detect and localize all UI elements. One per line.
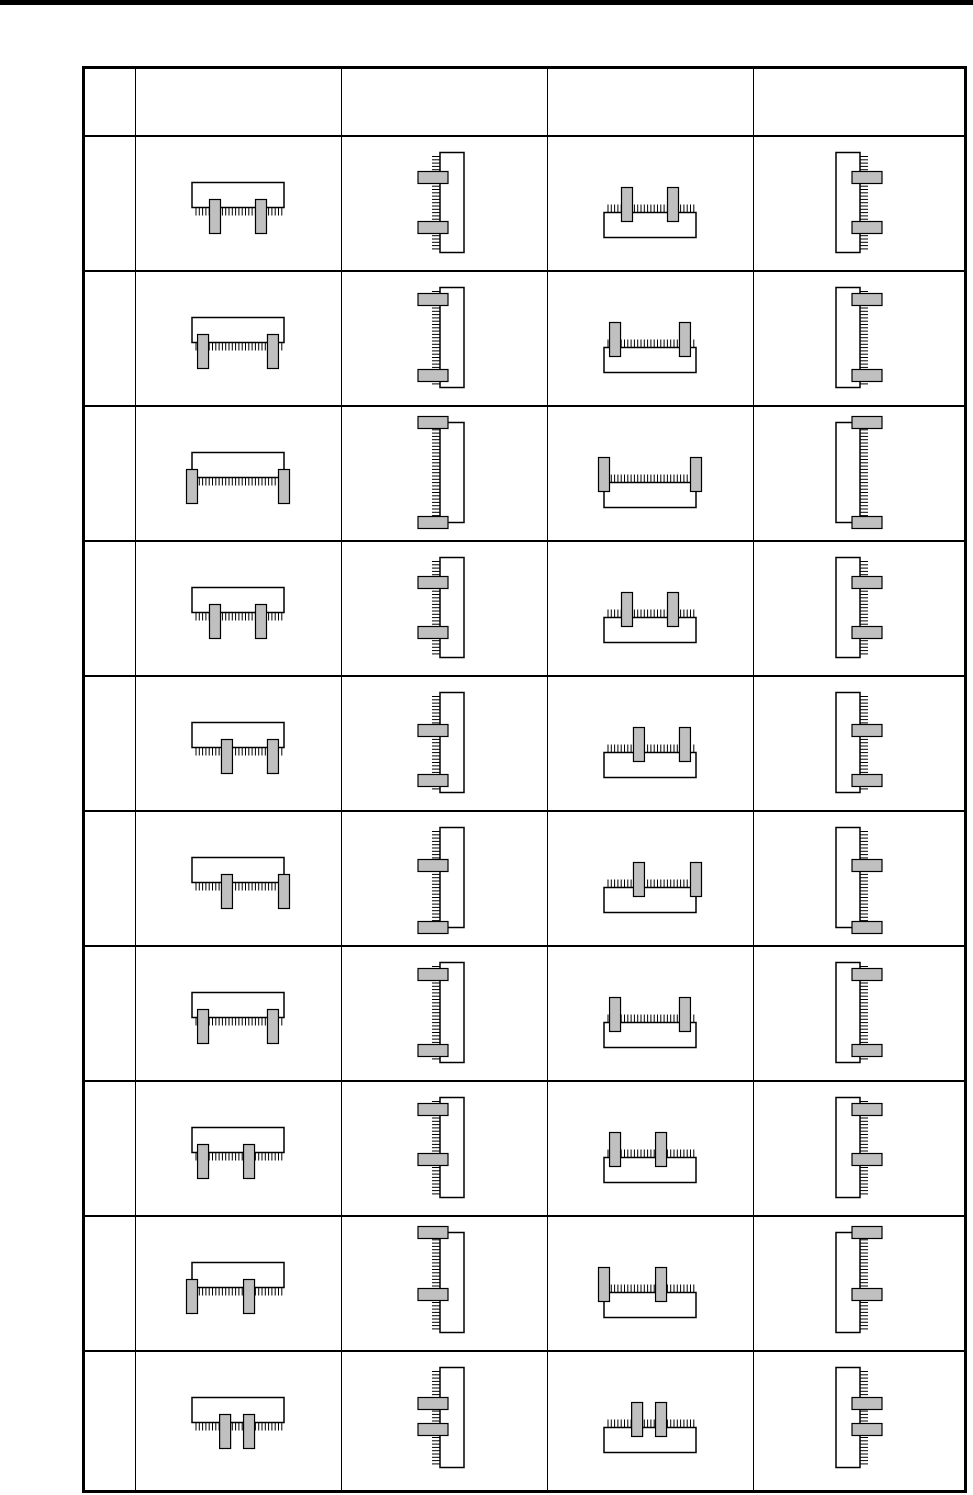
pattern-row-10 <box>85 1350 964 1485</box>
solder-pad <box>852 860 882 872</box>
connector-body <box>604 888 696 913</box>
connector-body <box>192 183 284 208</box>
solder-pad <box>691 458 702 492</box>
solder-pad <box>244 1415 255 1449</box>
solder-pad <box>622 593 633 627</box>
solder-pad <box>852 222 882 234</box>
solder-pad <box>418 172 448 184</box>
solder-pad <box>418 294 448 306</box>
pattern-row-4 <box>85 540 964 675</box>
solder-pad <box>418 370 448 382</box>
solder-pad <box>267 1010 278 1044</box>
solder-pad <box>418 222 448 234</box>
connector-body <box>604 618 696 643</box>
solder-pad <box>852 1289 882 1301</box>
solder-pad <box>668 593 679 627</box>
solder-pad <box>610 1133 621 1167</box>
solder-pad <box>244 1280 255 1314</box>
connector-body <box>604 483 696 508</box>
solder-pad <box>221 740 232 774</box>
solder-pad <box>610 998 621 1032</box>
header-cell-index <box>85 69 135 135</box>
solder-pad <box>633 863 644 897</box>
solder-pad <box>852 1045 882 1057</box>
connector-body <box>440 1233 464 1333</box>
connector-body <box>440 828 464 928</box>
connector-body <box>192 858 284 883</box>
solder-pad <box>418 860 448 872</box>
header-cell-4 <box>755 69 965 135</box>
solder-pad <box>198 1145 209 1179</box>
connector-body <box>836 828 860 928</box>
solder-pad <box>418 725 448 737</box>
solder-pad <box>852 775 882 787</box>
header-cell-2 <box>343 69 547 135</box>
solder-pad <box>852 517 882 529</box>
pattern-row-2 <box>85 270 964 405</box>
solder-pad <box>418 922 448 934</box>
solder-pad <box>418 1227 448 1239</box>
connector-body <box>836 1233 860 1333</box>
pattern-row-9 <box>85 1215 964 1350</box>
solder-pad <box>198 1010 209 1044</box>
solder-pad <box>210 605 221 639</box>
solder-pad <box>633 728 644 762</box>
connector-body <box>604 213 696 238</box>
pattern-row-3 <box>85 405 964 540</box>
connector-body <box>836 558 860 658</box>
solder-pad <box>198 335 209 369</box>
solder-pad <box>418 1045 448 1057</box>
solder-pad <box>418 1398 448 1410</box>
solder-pad <box>852 294 882 306</box>
solder-pad <box>279 875 290 909</box>
solder-pad <box>599 458 610 492</box>
connector-body <box>604 1428 696 1453</box>
solder-pad <box>418 1104 448 1116</box>
pattern-row-6 <box>85 810 964 945</box>
solder-pad <box>187 470 198 504</box>
solder-pad <box>418 969 448 981</box>
connector-body <box>836 153 860 253</box>
solder-pad <box>852 1398 882 1410</box>
solder-pad <box>852 577 882 589</box>
connector-body <box>192 1263 284 1288</box>
pattern-row-8 <box>85 1080 964 1215</box>
solder-pad <box>852 725 882 737</box>
solder-pad <box>418 1154 448 1166</box>
solder-pad <box>668 188 679 222</box>
solder-pad <box>256 200 267 234</box>
connector-body <box>836 423 860 523</box>
solder-pad <box>267 335 278 369</box>
connector-body <box>192 588 284 613</box>
connector-body <box>836 1368 860 1468</box>
solder-pad <box>418 1424 448 1436</box>
solder-pad <box>267 740 278 774</box>
solder-pad <box>852 1424 882 1436</box>
solder-pad <box>656 1403 667 1437</box>
solder-pad <box>622 188 633 222</box>
solder-pad <box>418 417 448 429</box>
solder-pad <box>187 1280 198 1314</box>
solder-pad <box>852 627 882 639</box>
solder-pad <box>656 1133 667 1167</box>
connector-pattern-table <box>82 66 967 1493</box>
solder-pad <box>852 922 882 934</box>
solder-pad <box>852 1227 882 1239</box>
solder-pad <box>418 577 448 589</box>
header-cell-3 <box>549 69 753 135</box>
pattern-row-7 <box>85 945 964 1080</box>
solder-pad <box>220 1415 231 1449</box>
solder-pad <box>418 1289 448 1301</box>
solder-pad <box>691 863 702 897</box>
header-cell-1 <box>137 69 341 135</box>
solder-pad <box>599 1268 610 1302</box>
solder-pad <box>418 627 448 639</box>
solder-pad <box>256 605 267 639</box>
solder-pad <box>210 200 221 234</box>
solder-pad <box>852 1104 882 1116</box>
solder-pad <box>610 323 621 357</box>
solder-pad <box>679 728 690 762</box>
connector-body <box>440 1368 464 1468</box>
solder-pad <box>418 517 448 529</box>
top-rule <box>0 0 973 5</box>
solder-pad <box>244 1145 255 1179</box>
solder-pad <box>221 875 232 909</box>
solder-pad <box>852 1154 882 1166</box>
solder-pad <box>279 470 290 504</box>
solder-pad <box>679 998 690 1032</box>
connector-body <box>604 1293 696 1318</box>
solder-pad <box>656 1268 667 1302</box>
connector-body <box>440 153 464 253</box>
solder-pad <box>852 370 882 382</box>
pattern-row-1 <box>85 135 964 270</box>
pattern-row-5 <box>85 675 964 810</box>
solder-pad <box>852 417 882 429</box>
solder-pad <box>418 775 448 787</box>
solder-pad <box>852 969 882 981</box>
connector-body <box>192 453 284 478</box>
connector-body <box>440 423 464 523</box>
solder-pad <box>852 172 882 184</box>
connector-body <box>440 558 464 658</box>
connector-body <box>192 1398 284 1423</box>
solder-pad <box>632 1403 643 1437</box>
solder-pad <box>679 323 690 357</box>
